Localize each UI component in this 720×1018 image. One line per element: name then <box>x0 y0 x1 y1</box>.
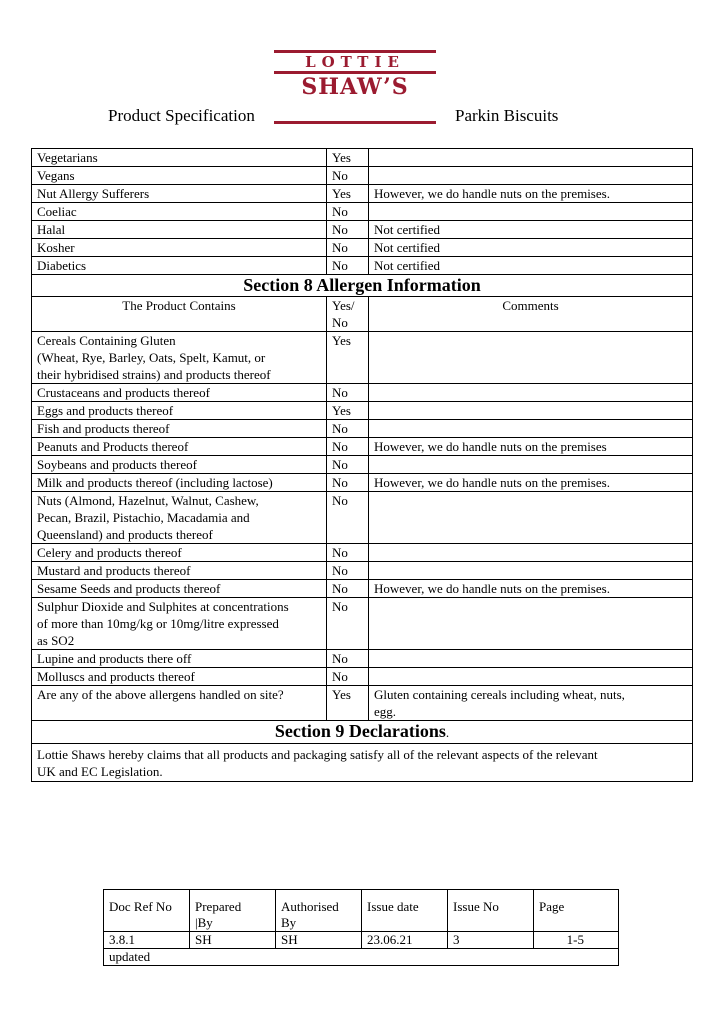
doc-control-value: 23.06.21 <box>362 932 448 949</box>
allergen-name-line: Peanuts and Products thereof <box>37 439 189 454</box>
allergen-value: No <box>327 456 369 474</box>
doc-control-note-row <box>104 949 619 966</box>
allergen-name <box>32 492 327 544</box>
allergen-comment: However, we do handle nuts on the premises. <box>369 474 693 492</box>
allergen-value: No <box>327 474 369 492</box>
document-control-body <box>104 890 619 966</box>
doc-control-value: 1-5 <box>534 932 619 949</box>
allergen-name <box>32 668 327 686</box>
suitability-row <box>32 167 693 185</box>
doc-control-value-row <box>104 932 619 949</box>
allergen-row <box>32 668 693 686</box>
suitability-value: No <box>327 203 369 221</box>
allergen-row <box>32 650 693 668</box>
allergen-row <box>32 686 693 721</box>
allergen-name <box>32 544 327 562</box>
allergen-name <box>32 474 327 492</box>
allergen-name-line: Soybeans and products thereof <box>37 457 197 472</box>
doc-control-value: SH <box>190 932 276 949</box>
section8-title: Section 8 Allergen Information <box>32 275 693 297</box>
logo-line1: LOTTIE <box>305 53 405 71</box>
document-type-title: Product Specification <box>108 106 255 125</box>
suitability-comment <box>369 203 693 221</box>
allergen-name-line: Mustard and products thereof <box>37 563 191 578</box>
allergen-name-line: Milk and products thereof (including lactose) <box>37 475 273 490</box>
doc-control-header-row <box>104 890 619 932</box>
suitability-comment <box>369 167 693 185</box>
allergen-comment: Gluten containing cereals including wheat, nuts, egg. <box>369 686 693 721</box>
allergen-name-line: Nuts (Almond, Hazelnut, Walnut, Cashew, <box>37 493 259 508</box>
suitability-comment: Not certified <box>369 257 693 275</box>
allergen-comment <box>369 562 693 580</box>
allergen-name-line: Fish and products thereof <box>37 421 170 436</box>
allergen-name-line: Lupine and products there off <box>37 651 192 666</box>
doc-control-note: updated <box>104 949 619 966</box>
doc-control-value: 3.8.1 <box>104 932 190 949</box>
section9-title: Section 9 Declarations <box>274 721 446 741</box>
suitability-value: No <box>327 167 369 185</box>
allergen-value: Yes <box>327 402 369 420</box>
specification-table-body <box>32 149 693 782</box>
section9-title-row <box>32 721 693 744</box>
suitability-value: Yes <box>327 149 369 167</box>
allergen-value: No <box>327 438 369 456</box>
allergen-comment <box>369 650 693 668</box>
company-logo <box>274 50 436 104</box>
allergen-comment <box>369 402 693 420</box>
header-yes-no-line2: No <box>332 315 348 330</box>
suitability-item: Vegetarians <box>32 149 327 167</box>
allergen-row <box>32 438 693 456</box>
allergen-name-line: Crustaceans and products thereof <box>37 385 210 400</box>
allergen-row <box>32 544 693 562</box>
allergen-value: No <box>327 492 369 544</box>
allergen-value: No <box>327 420 369 438</box>
suitability-row <box>32 185 693 203</box>
suitability-comment: Not certified <box>369 239 693 257</box>
allergen-name <box>32 332 327 384</box>
product-name-title: Parkin Biscuits <box>455 106 559 125</box>
allergen-name <box>32 402 327 420</box>
allergen-header-row <box>32 297 693 332</box>
doc-control-header: Issue date <box>362 890 448 932</box>
suitability-row <box>32 221 693 239</box>
allergen-name-line: Molluscs and products thereof <box>37 669 195 684</box>
doc-control-header: Authorised By <box>276 890 362 932</box>
suitability-value: No <box>327 257 369 275</box>
section9-title-suffix: . <box>445 725 450 740</box>
specification-table <box>31 148 693 782</box>
allergen-name <box>32 438 327 456</box>
allergen-comment: However, we do handle nuts on the premises <box>369 438 693 456</box>
allergen-comment <box>369 598 693 650</box>
header-product-contains: The Product Contains <box>32 297 327 332</box>
allergen-comment <box>369 668 693 686</box>
suitability-value: Yes <box>327 185 369 203</box>
allergen-row <box>32 474 693 492</box>
suitability-comment: Not certified <box>369 221 693 239</box>
allergen-row <box>32 598 693 650</box>
allergen-value: No <box>327 650 369 668</box>
suitability-value: No <box>327 239 369 257</box>
doc-control-value: SH <box>276 932 362 949</box>
allergen-name <box>32 598 327 650</box>
suitability-item: Nut Allergy Sufferers <box>32 185 327 203</box>
suitability-row <box>32 203 693 221</box>
allergen-name-line: (Wheat, Rye, Barley, Oats, Spelt, Kamut, or <box>37 350 266 365</box>
allergen-row <box>32 456 693 474</box>
allergen-value: Yes <box>327 332 369 384</box>
header-yes-no <box>327 297 369 332</box>
allergen-row <box>32 492 693 544</box>
allergen-name <box>32 580 327 598</box>
allergen-comment <box>369 492 693 544</box>
declaration-row <box>32 744 693 782</box>
suitability-item: Vegans <box>32 167 327 185</box>
header-yes-no-line1: Yes/ <box>332 298 355 313</box>
doc-control-header: Page <box>534 890 619 932</box>
section8-title-row <box>32 275 693 297</box>
allergen-row <box>32 402 693 420</box>
suitability-row <box>32 257 693 275</box>
allergen-name-line: Pecan, Brazil, Pistachio, Macadamia and <box>37 510 250 525</box>
allergen-comment <box>369 384 693 402</box>
allergen-value: No <box>327 544 369 562</box>
allergen-value: No <box>327 384 369 402</box>
doc-control-value: 3 <box>448 932 534 949</box>
allergen-name-line: Queensland) and products thereof <box>37 527 213 542</box>
suitability-value: No <box>327 221 369 239</box>
allergen-name <box>32 686 327 721</box>
header-comments: Comments <box>369 297 693 332</box>
allergen-row <box>32 384 693 402</box>
allergen-name <box>32 456 327 474</box>
allergen-name-line: of more than 10mg/kg or 10mg/litre expressed <box>37 616 279 631</box>
allergen-name-line: Sulphur Dioxide and Sulphites at concentrations <box>37 599 289 614</box>
suitability-item: Coeliac <box>32 203 327 221</box>
declaration-line1: Lottie Shaws hereby claims that all products and packaging satisfy all of the relevant aspects of the relevant <box>37 747 598 762</box>
logo-line2: SHAW’S <box>301 74 409 100</box>
suitability-row <box>32 239 693 257</box>
allergen-name-line: Are any of the above allergens handled on site? <box>37 687 284 702</box>
document-control-table <box>103 889 619 966</box>
allergen-name-line: their hybridised strains) and products thereof <box>37 367 271 382</box>
allergen-name-line: Celery and products thereof <box>37 545 182 560</box>
allergen-row <box>32 562 693 580</box>
allergen-name-line: Cereals Containing Gluten <box>37 333 176 348</box>
allergen-value: No <box>327 668 369 686</box>
suitability-item: Diabetics <box>32 257 327 275</box>
suitability-item: Kosher <box>32 239 327 257</box>
allergen-row <box>32 420 693 438</box>
doc-control-header: Prepared |By <box>190 890 276 932</box>
allergen-row <box>32 332 693 384</box>
header-rule <box>274 121 436 124</box>
declaration-text <box>32 744 693 782</box>
suitability-comment <box>369 149 693 167</box>
allergen-name-line: Eggs and products thereof <box>37 403 174 418</box>
allergen-value: No <box>327 598 369 650</box>
section9-title-cell <box>32 721 693 744</box>
allergen-name-line: Sesame Seeds and products thereof <box>37 581 221 596</box>
suitability-comment: However, we do handle nuts on the premises. <box>369 185 693 203</box>
allergen-name <box>32 650 327 668</box>
allergen-name <box>32 384 327 402</box>
allergen-comment <box>369 544 693 562</box>
suitability-row <box>32 149 693 167</box>
allergen-comment: However, we do handle nuts on the premises. <box>369 580 693 598</box>
allergen-comment <box>369 456 693 474</box>
allergen-comment <box>369 420 693 438</box>
allergen-value: Yes <box>327 686 369 721</box>
allergen-name-line: as SO2 <box>37 633 75 648</box>
allergen-value: No <box>327 580 369 598</box>
allergen-row <box>32 580 693 598</box>
allergen-comment <box>369 332 693 384</box>
declaration-line2: UK and EC Legislation. <box>37 764 163 779</box>
suitability-item: Halal <box>32 221 327 239</box>
allergen-name <box>32 420 327 438</box>
doc-control-header: Issue No <box>448 890 534 932</box>
allergen-value: No <box>327 562 369 580</box>
allergen-name <box>32 562 327 580</box>
doc-control-header: Doc Ref No <box>104 890 190 932</box>
